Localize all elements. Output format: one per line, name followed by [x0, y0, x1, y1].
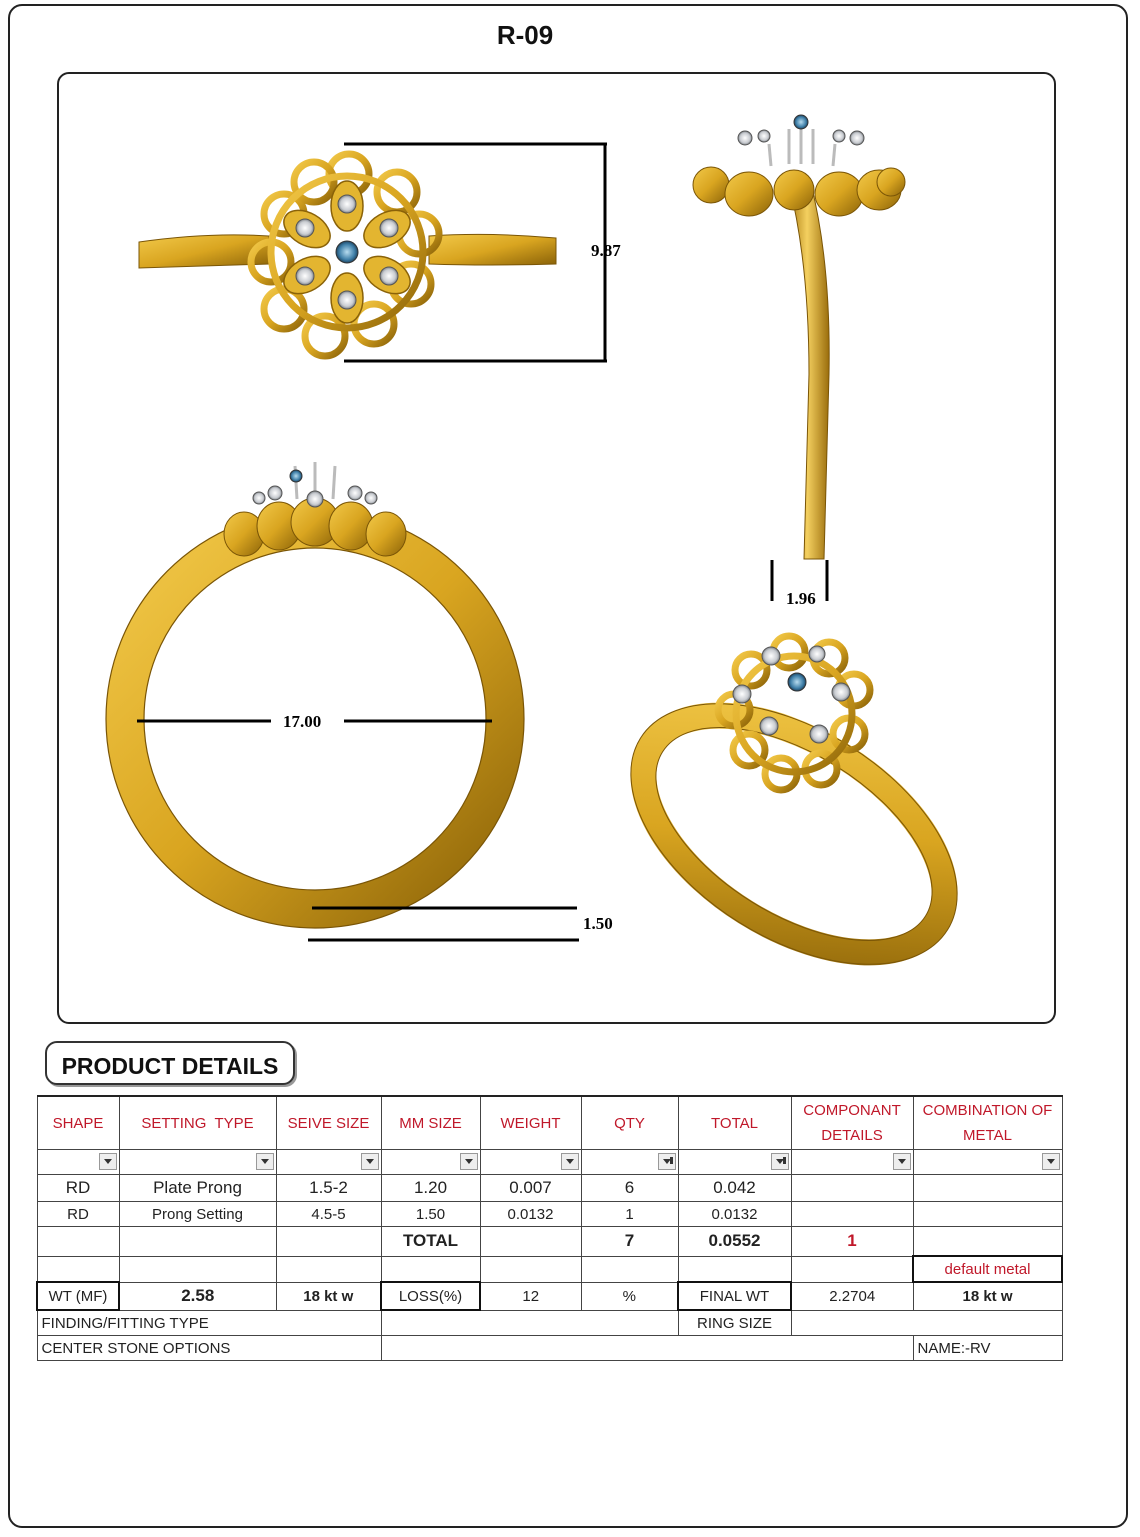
top-view	[139, 154, 556, 356]
loss-label: LOSS(%)	[381, 1282, 480, 1310]
technical-drawing-frame	[57, 72, 1056, 1024]
total-weight: 0.0552	[678, 1227, 791, 1257]
filter-dropdown-component[interactable]	[893, 1153, 911, 1170]
cell-seive-size: 4.5-5	[276, 1202, 381, 1227]
finding-label: FINDING/FITTING TYPE	[37, 1310, 381, 1336]
finding-row	[37, 1310, 1062, 1336]
totals-row	[37, 1227, 1062, 1257]
header-weight: WEIGHT	[480, 1096, 581, 1150]
cell-setting-type: Plate Prong	[119, 1175, 276, 1202]
filter-dropdown-weight[interactable]	[561, 1153, 579, 1170]
final-metal: 18 kt w	[913, 1282, 1062, 1310]
filter-dropdown-mm-size[interactable]	[460, 1153, 478, 1170]
cell-weight: 0.007	[480, 1175, 581, 1202]
filter-dropdown-metal[interactable]	[1042, 1153, 1060, 1170]
thickness-label: 1.50	[583, 914, 613, 933]
table-row	[37, 1175, 1062, 1202]
loss-value: 12	[480, 1282, 581, 1310]
cell-total: 0.042	[678, 1175, 791, 1202]
total-label: TOTAL	[381, 1227, 480, 1257]
header-row	[37, 1096, 1062, 1150]
header-combination-of-metal: COMBINATION OF METAL	[913, 1096, 1062, 1150]
final-wt-label: FINAL WT	[678, 1282, 791, 1310]
ring-views	[59, 74, 1056, 1024]
filter-row	[37, 1150, 1062, 1175]
product-details-table	[36, 1095, 1063, 1361]
front-view	[106, 462, 524, 928]
cell-setting-type: Prong Setting	[119, 1202, 276, 1227]
cell-qty: 6	[581, 1175, 678, 1202]
center-stone-label: CENTER STONE OPTIONS	[37, 1336, 381, 1361]
header-shape: SHAPE	[37, 1096, 119, 1150]
filter-dropdown-setting-type[interactable]	[256, 1153, 274, 1170]
cell-mm-size: 1.20	[381, 1175, 480, 1202]
header-setting-type: SETTING TYPE	[119, 1096, 276, 1150]
wt-metal: 18 kt w	[276, 1282, 381, 1310]
header-mm-size: MM SIZE	[381, 1096, 480, 1150]
cell-seive-size: 1.5-2	[276, 1175, 381, 1202]
perspective-view	[585, 636, 1002, 1018]
total-component: 1	[791, 1227, 913, 1257]
header-component-details: COMPONANT DETAILS	[791, 1096, 913, 1150]
table-row	[37, 1202, 1062, 1227]
header-total: TOTAL	[678, 1096, 791, 1150]
height-label: 9.87	[591, 241, 621, 260]
total-qty: 7	[581, 1227, 678, 1257]
product-details-title: PRODUCT DETAILS	[45, 1041, 295, 1085]
default-metal-row	[37, 1256, 1062, 1282]
cell-mm-size: 1.50	[381, 1202, 480, 1227]
filter-active-total[interactable]	[771, 1153, 789, 1170]
default-metal: default metal	[913, 1256, 1062, 1282]
ring-size-label: RING SIZE	[678, 1310, 791, 1336]
header-seive-size: SEIVE SIZE	[276, 1096, 381, 1150]
header-qty: QTY	[581, 1096, 678, 1150]
filter-dropdown-shape[interactable]	[99, 1153, 117, 1170]
shank-width-label: 1.96	[786, 589, 816, 608]
wt-mf-value: 2.58	[119, 1282, 276, 1310]
cell-shape: RD	[37, 1202, 119, 1227]
cell-qty: 1	[581, 1202, 678, 1227]
wt-mf-label: WT (MF)	[37, 1282, 119, 1310]
side-view	[693, 115, 905, 559]
weight-row	[37, 1282, 1062, 1310]
cell-shape: RD	[37, 1175, 119, 1202]
filter-active-qty[interactable]	[658, 1153, 676, 1170]
cell-total: 0.0132	[678, 1202, 791, 1227]
name-label: NAME:-RV	[913, 1336, 1062, 1361]
center-stone-row	[37, 1336, 1062, 1361]
loss-percent-sign: %	[581, 1282, 678, 1310]
cell-weight: 0.0132	[480, 1202, 581, 1227]
page-title: R-09	[496, 20, 554, 50]
diameter-label: 17.00	[283, 712, 322, 731]
final-wt-value: 2.2704	[791, 1282, 913, 1310]
filter-dropdown-seive-size[interactable]	[361, 1153, 379, 1170]
